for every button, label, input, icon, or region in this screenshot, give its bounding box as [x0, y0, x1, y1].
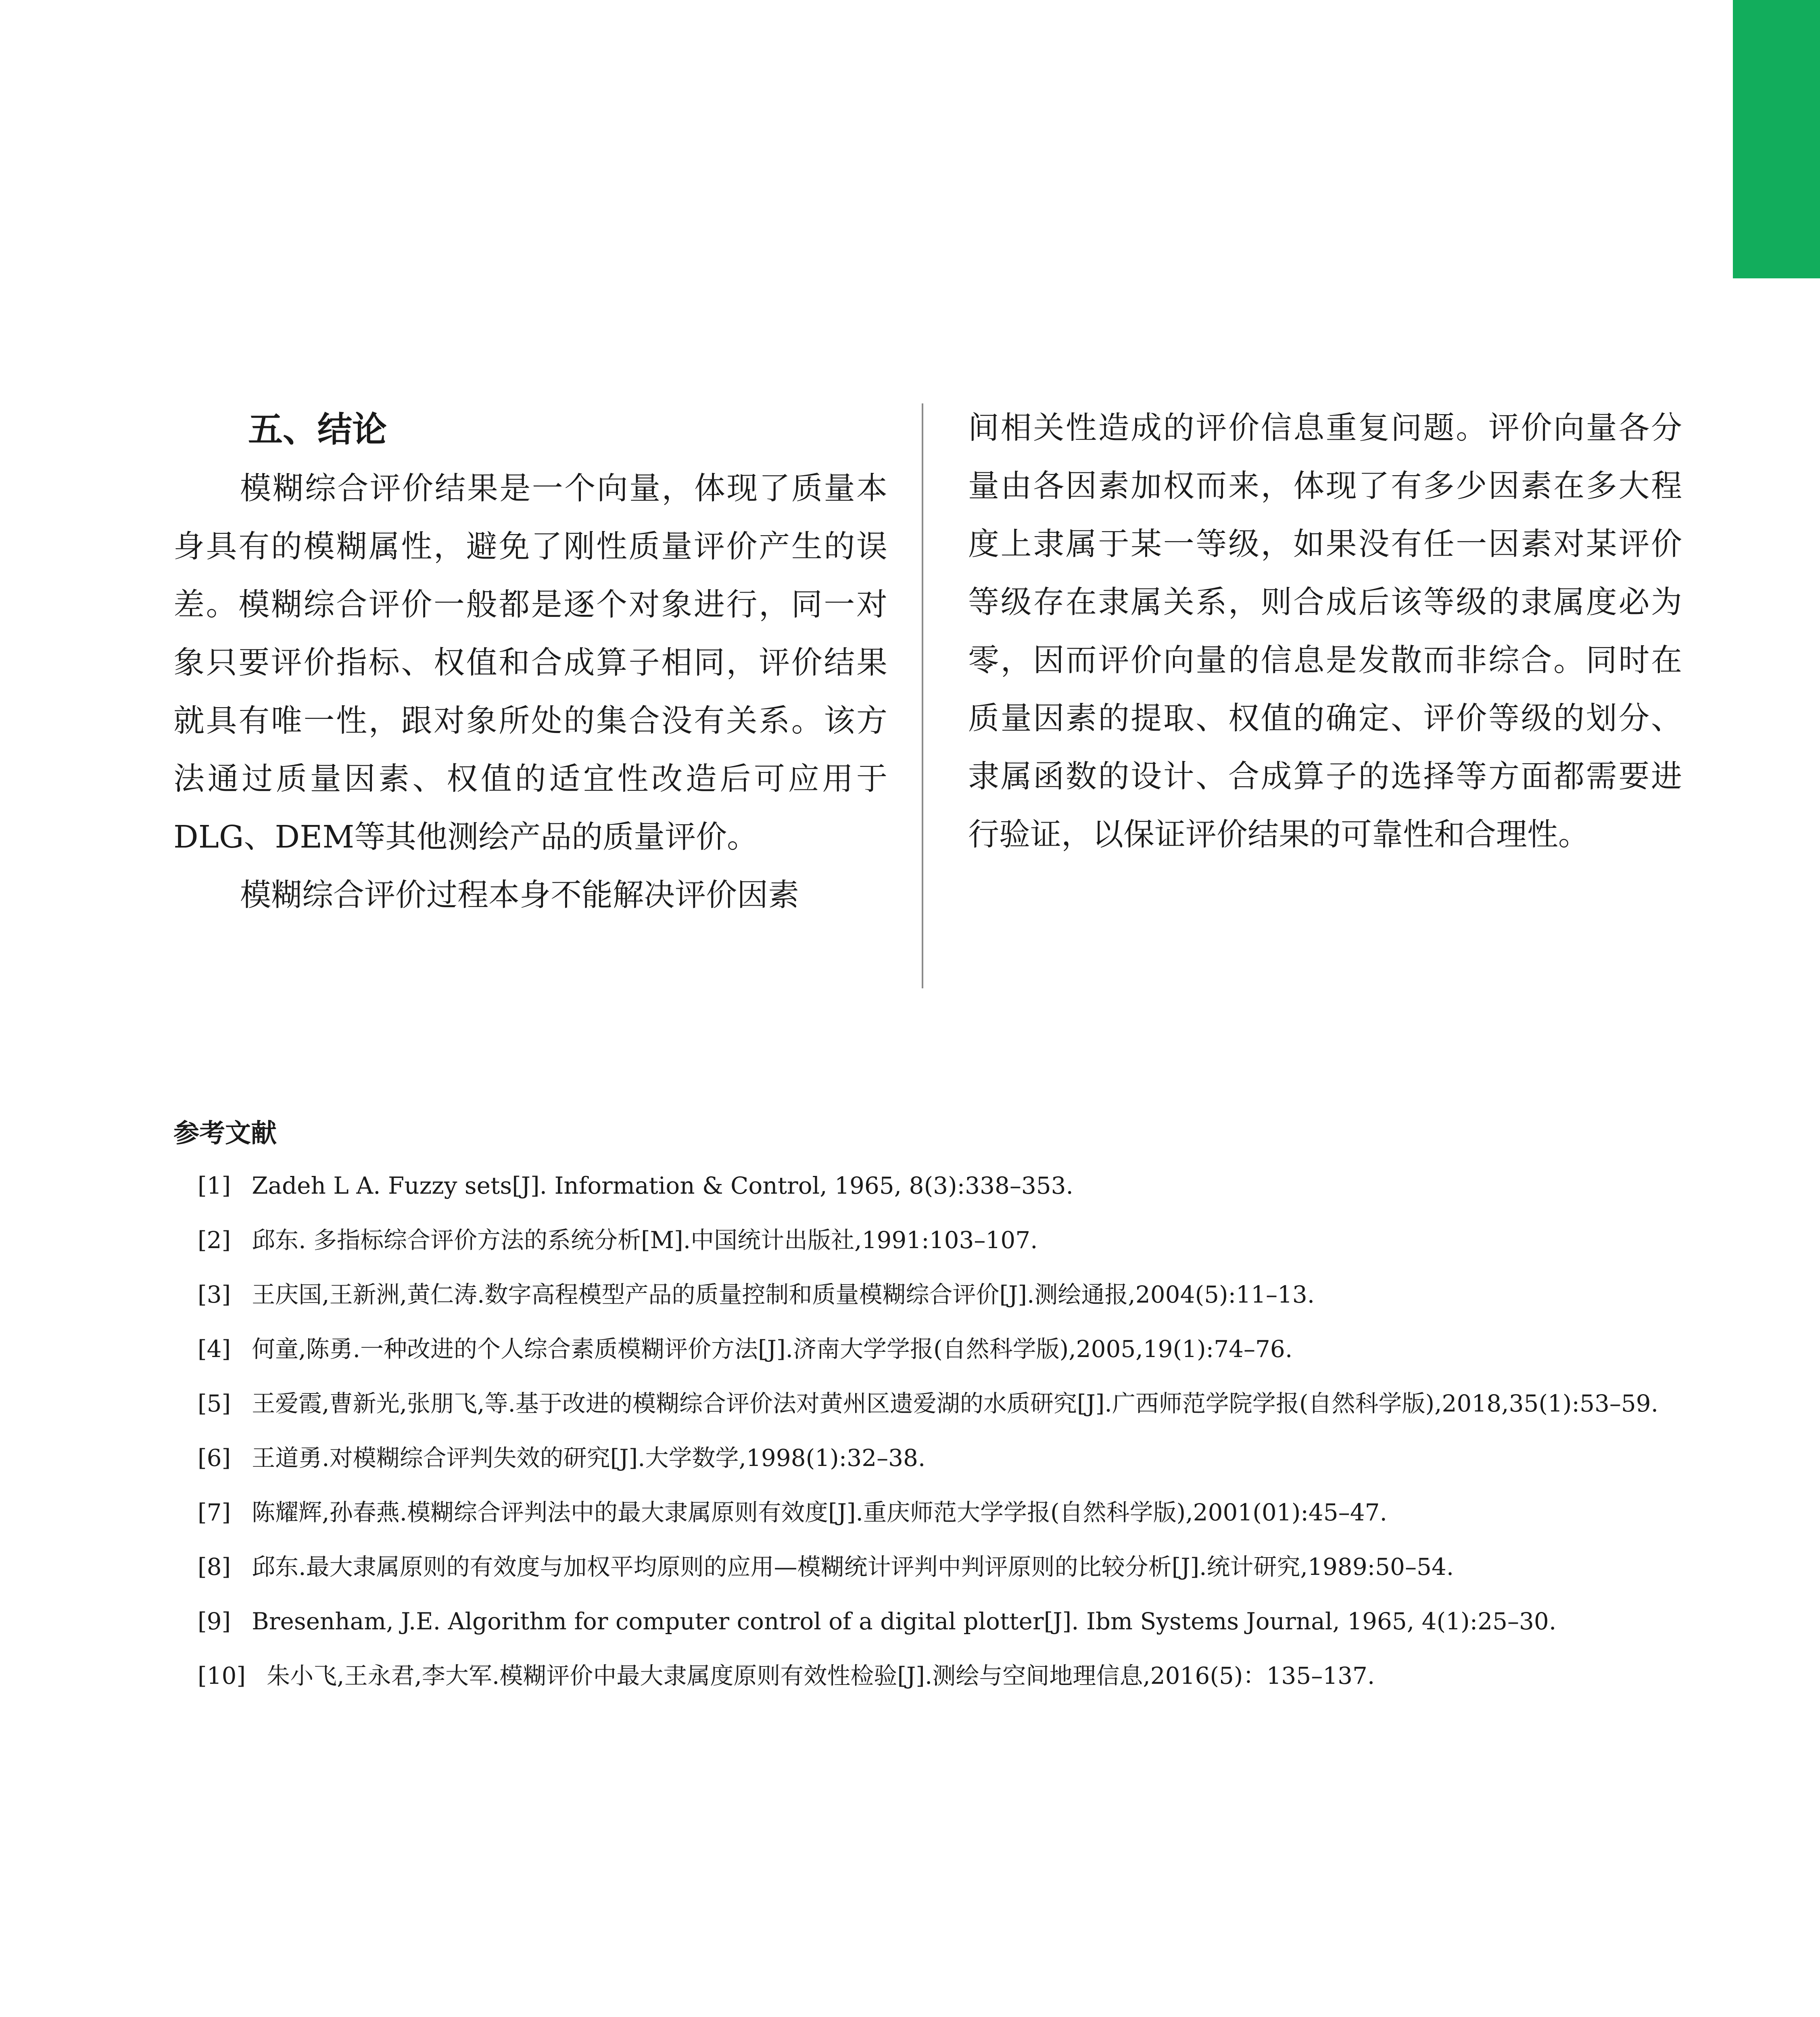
- reference-number: [10]: [198, 1662, 246, 1689]
- reference-text: Zadeh L A. Fuzzy sets[J]. Information & Control, 1965, 8(3):338–353.: [252, 1172, 1073, 1199]
- reference-item: [173, 1485, 1674, 1540]
- reference-item: [173, 1594, 1674, 1649]
- body-paragraph: 间相关性造成的评价信息重复问题。评价向量各分量由各因素加权而来，体现了有多少因素在多大程度上隶属于某一等级，如果没有任一因素对某评价等级存在隶属关系，则合成后该等级的隶属度必为零，因而评价向量的信息是发散而非综合。同时在质量因素的提取、权值的确定、评价等级的划分、隶属函数的设计、合成算子的选择等方面都需要进行验证，以保证评价结果的可靠性和合理性。: [968, 410, 1682, 853]
- reference-text: 朱小飞,王永君,李大军.模糊评价中最大隶属度原则有效性检验[J].测绘与空间地理信息,2016(5)：135–137.: [267, 1662, 1375, 1689]
- body-paragraph: 模糊综合评价过程本身不能解决评价因素: [240, 877, 799, 913]
- reference-number: [1]: [198, 1172, 231, 1199]
- reference-item: [173, 1431, 1674, 1485]
- reference-text: 王爱霞,曹新光,张朋飞,等.基于改进的模糊综合评价法对黄州区遗爱湖的水质研究[J].广西师范学院学报(自然科学版),2018,35(1):53–59.: [252, 1390, 1659, 1417]
- references-section: [173, 1117, 1674, 1703]
- reference-text: 何童,陈勇.一种改进的个人综合素质模糊评价方法[J].济南大学学报(自然科学版),2005,19(1):74–76.: [252, 1335, 1293, 1363]
- reference-number: [2]: [198, 1226, 231, 1254]
- section-heading: 五、结论: [248, 409, 387, 450]
- body-paragraph: 模糊综合评价结果是一个向量，体现了质量本身具有的模糊属性，避免了刚性质量评价产生的误差。模糊综合评价一般都是逐个对象进行，同一对象只要评价指标、权值和合成算子相同，评价结果就具有唯一性，跟对象所处的集合没有关系。该方法通过质量因素、权值的适宜性改造后可应用于DLG、DEM等其他测绘产品的质量评价。: [173, 471, 887, 855]
- reference-item: [173, 1159, 1674, 1213]
- references-heading: 参考文献: [173, 1119, 277, 1148]
- right-column: [968, 399, 1682, 864]
- reference-item: [173, 1322, 1674, 1376]
- column-divider: [922, 403, 923, 988]
- reference-number: [3]: [198, 1281, 231, 1308]
- reference-number: [6]: [198, 1444, 231, 1472]
- reference-number: [8]: [198, 1553, 231, 1581]
- reference-item: [173, 1267, 1674, 1322]
- green-edge-tab: [1733, 0, 1820, 278]
- reference-number: [7]: [198, 1499, 231, 1526]
- reference-text: 王庆国,王新洲,黄仁涛.数字高程模型产品的质量控制和质量模糊综合评价[J].测绘通报,2004(5):11–13.: [252, 1281, 1315, 1308]
- reference-text: 王道勇.对模糊综合评判失效的研究[J].大学数学,1998(1):32–38.: [252, 1444, 926, 1472]
- reference-text: 邱东. 多指标综合评价方法的系统分析[M].中国统计出版社,1991:103–107.: [252, 1226, 1038, 1254]
- reference-text: Bresenham, J.E. Algorithm for computer control of a digital plotter[J]. Ibm Systems Journal, 1965, 4(1):25–30.: [252, 1608, 1557, 1635]
- reference-item: [173, 1213, 1674, 1267]
- reference-number: [4]: [198, 1335, 231, 1363]
- reference-text: 陈耀辉,孙春燕.模糊综合评判法中的最大隶属原则有效度[J].重庆师范大学学报(自然科学版),2001(01):45–47.: [252, 1499, 1387, 1526]
- reference-item: [173, 1376, 1674, 1431]
- reference-number: [9]: [198, 1608, 231, 1635]
- reference-item: [173, 1540, 1674, 1594]
- reference-item: [173, 1649, 1674, 1703]
- reference-number: [5]: [198, 1390, 231, 1417]
- reference-text: 邱东.最大隶属原则的有效度与加权平均原则的应用—模糊统计评判中判评原则的比较分析[J].统计研究,1989:50–54.: [252, 1553, 1454, 1581]
- left-column: [173, 399, 887, 925]
